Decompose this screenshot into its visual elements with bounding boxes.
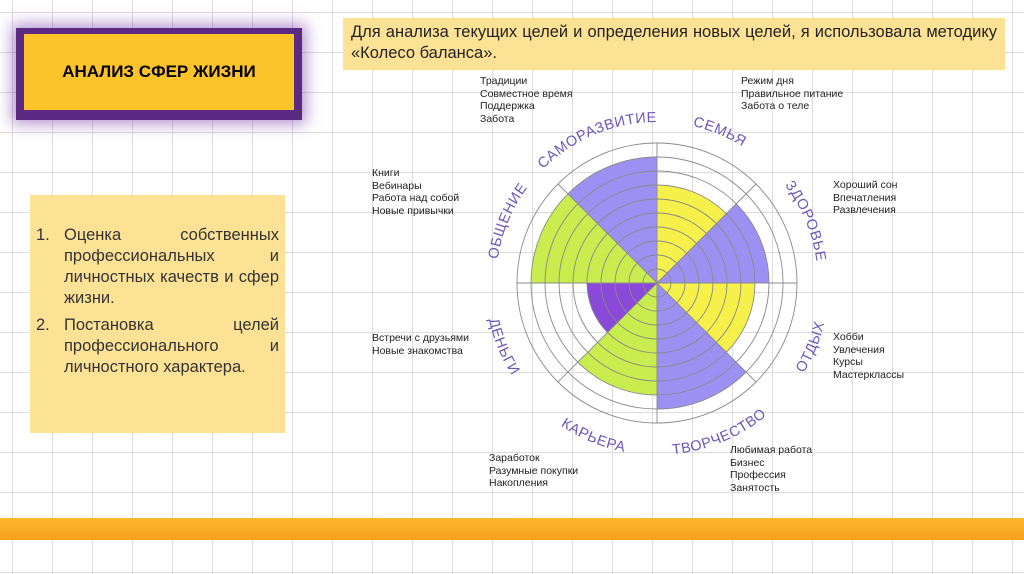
communication-item: Встречи с друзьями [372,332,469,344]
health-item: Правильное питание [741,87,844,100]
money-item: Разумные покупки [489,464,579,477]
career-item: Бизнес [730,456,765,469]
communication-items [372,332,469,357]
creativity-item: Хобби [833,331,864,343]
selfdev-item: Новые привычки [372,204,454,217]
rest-item: Развлечения [833,204,896,216]
selfdev-item: Книги [372,167,400,179]
selfdev-item: Работа над собой [372,192,460,204]
bottom-accent-band [0,518,1024,540]
point-text: Оценка собственных профессиональных и личностных качеств и сфер жизни. [64,226,279,307]
creativity-item: Увлечения [833,343,885,356]
wheel-category-label: ОБЩЕНИЕ [485,180,531,261]
wheel-category-label: ДЕНЬГИ [484,316,523,379]
selfdev-item: Вебинары [372,179,422,192]
money-item: Заработок [489,452,540,464]
health-item: Режим дня [741,75,794,87]
wheel-category-label: ОТДЫХ [793,319,829,376]
creativity-item: Мастерклассы [833,368,905,381]
career-item: Занятость [730,481,780,494]
family-items [480,75,573,125]
family-item: Поддержка [480,100,535,112]
family-item: Традиции [480,75,528,87]
career-item: Профессия [730,469,786,481]
money-items [489,452,578,490]
communication-item: Новые знакомства [372,344,463,357]
slide-title: АНАЛИЗ СФЕР ЖИЗНИ [62,62,256,81]
rest-item: Хороший сон [833,179,898,191]
wheel-category-label: ТВОРЧЕСТВО [671,405,770,459]
wheel-category-label: ЗДОРОВЬЕ [781,177,829,263]
wheel-category-label: КАРЬЕРА [558,415,628,456]
health-items [741,75,843,113]
money-item: Накопления [489,477,548,489]
family-item: Забота [480,112,515,125]
point-text: Постановка целей профессионального и личностного характера. [64,316,279,376]
intro-text: Для анализа текущих целей и определения новых целей, я использовала методику «Колесо баланса». [351,23,997,62]
wheel-category-label: САМОРАЗВИТИЕ [534,109,658,173]
rest-items [833,179,897,217]
creativity-item: Курсы [833,356,863,368]
point-number: 2. [36,316,50,334]
career-item: Любимая работа [730,444,813,456]
point-number: 1. [36,226,50,244]
health-item: Забота о теле [741,100,810,112]
selfdev-items [372,167,459,217]
rest-item: Впечатления [833,191,897,204]
career-items [730,444,812,494]
family-item: Совместное время [480,87,573,100]
wheel-category-label: СЕМЬЯ [691,114,749,151]
creativity-items [833,331,904,381]
